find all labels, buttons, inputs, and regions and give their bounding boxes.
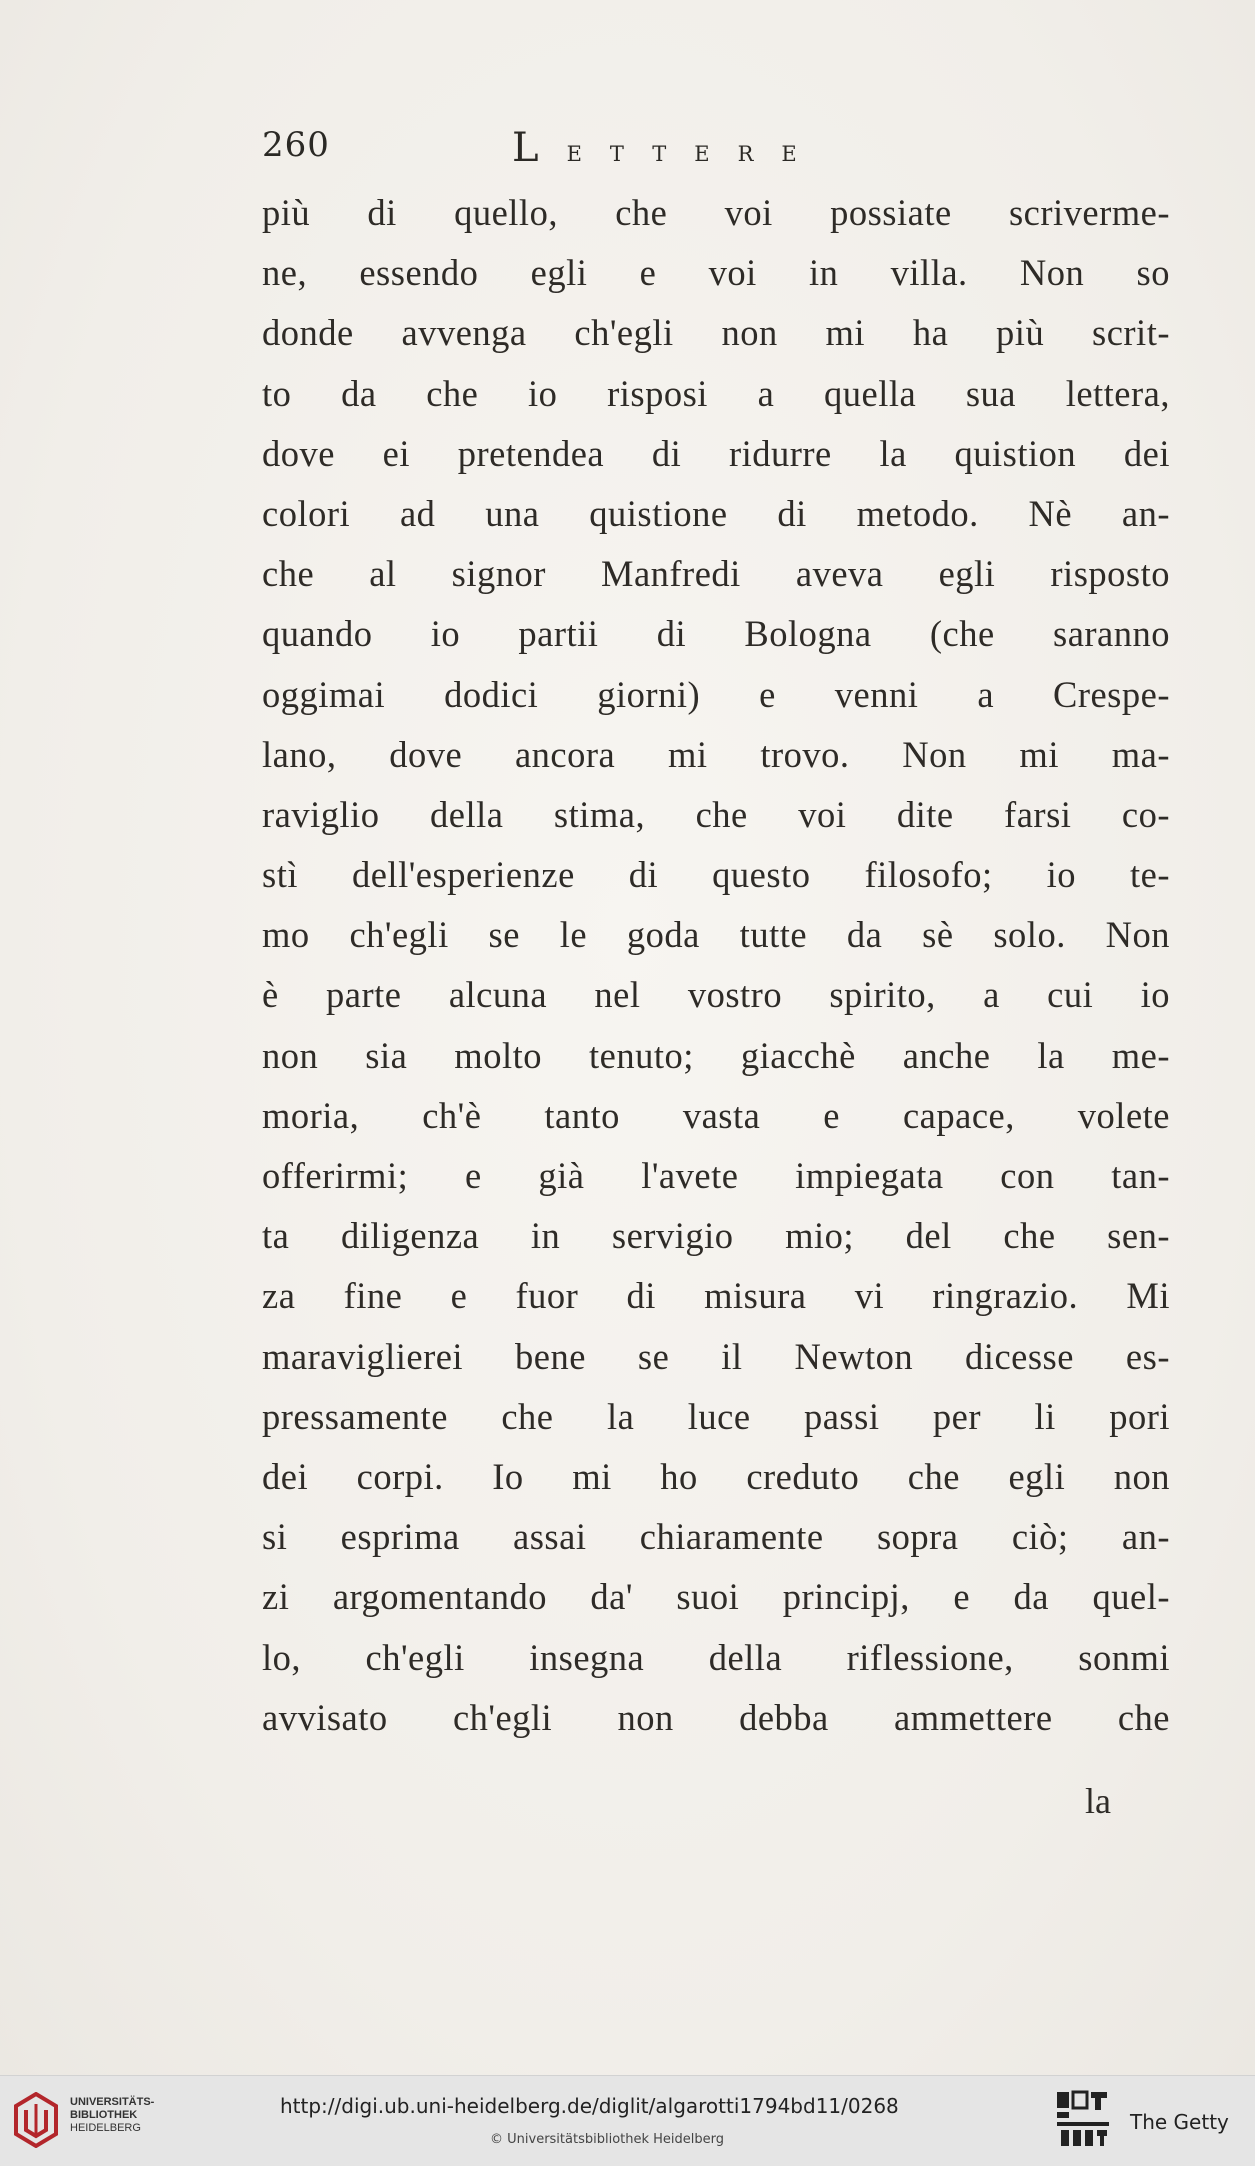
body-text (262, 183, 1170, 1748)
running-title-rest: ettere (566, 134, 825, 169)
text-line: lano, dove ancora mi trovo. Non mi ma- (262, 733, 1170, 775)
text-line: moria, ch'è tanto vasta e capace, volete (262, 1094, 1170, 1136)
text-line: lo, ch'egli insegna della riflessione, sonmi (262, 1636, 1170, 1678)
getty-logo[interactable] (1055, 2090, 1245, 2150)
text-line: za fine e fuor di misura vi ringrazio. Mi (262, 1275, 1170, 1317)
ub-heidelberg-logo-icon (14, 2092, 58, 2148)
running-title-initial: L (512, 125, 567, 171)
getty-name: The Getty (1130, 2110, 1229, 2134)
getty-logo-icon (1055, 2090, 1111, 2150)
text-line: più di quello, che voi possiate scriverme- (262, 192, 1170, 233)
ub-logo-line1: UNIVERSITÄTS- (70, 2096, 155, 2108)
page-header (262, 125, 1002, 175)
ub-logo-line2: BIBLIOTHEK (70, 2109, 138, 2121)
text-line: offerirmi; e già l'avete impiegata con tan- (262, 1155, 1170, 1196)
ub-logo-text (70, 2096, 154, 2135)
text-line: oggimai dodici giorni) e venni a Crespe- (262, 673, 1170, 715)
text-line: ne, essendo egli e voi in villa. Non so (262, 252, 1170, 294)
text-line: si esprima assai chiaramente sopra ciò; an- (262, 1516, 1170, 1558)
text-line: zi argomentando da' suoi principj, e da quel- (262, 1576, 1170, 1618)
text-line: quando io partii di Bologna (che saranno (262, 613, 1170, 655)
text-line: to da che io risposi a quella sua lettera, (262, 372, 1170, 414)
catchword: la (1085, 1781, 1111, 1821)
text-line: avvisato ch'egli non debba ammettere che (262, 1696, 1170, 1738)
ub-logo-line3: HEIDELBERG (70, 2122, 141, 2134)
running-title (512, 125, 825, 171)
text-line: pressamente che la luce passi per li pori (262, 1395, 1170, 1437)
text-line: dei corpi. Io mi ho creduto che egli non (262, 1455, 1170, 1497)
text-line: raviglio della stima, che voi dite farsi co- (262, 793, 1170, 835)
text-line: che al signor Manfredi aveva egli risposto (262, 553, 1170, 595)
text-line: colori ad una quistione di metodo. Nè an- (262, 492, 1170, 534)
text-line: non sia molto tenuto; giacchè anche la me- (262, 1034, 1170, 1076)
text-line: mo ch'egli se le goda tutte da sè solo. Non (262, 914, 1170, 956)
viewer-footer (0, 2075, 1255, 2166)
page-number: 260 (262, 125, 330, 165)
text-line: dove ei pretendea di ridurre la quistion dei (262, 432, 1170, 474)
text-line: ta diligenza in servigio mio; del che sen- (262, 1215, 1170, 1257)
text-line: maraviglierei bene se il Newton dicesse es- (262, 1335, 1170, 1377)
text-line: stì dell'esperienze di questo filosofo; io te- (262, 854, 1170, 896)
text-line: donde avvenga ch'egli non mi ha più scrit- (262, 312, 1170, 354)
permalink-url[interactable]: http://digi.ub.uni-heidelberg.de/diglit/algarotti1794bd11/0268 (280, 2094, 899, 2118)
copyright-notice: © Universitätsbibliothek Heidelberg (490, 2132, 725, 2147)
university-library-logo[interactable] (14, 2090, 164, 2150)
text-line: è parte alcuna nel vostro spirito, a cui io (262, 974, 1170, 1016)
